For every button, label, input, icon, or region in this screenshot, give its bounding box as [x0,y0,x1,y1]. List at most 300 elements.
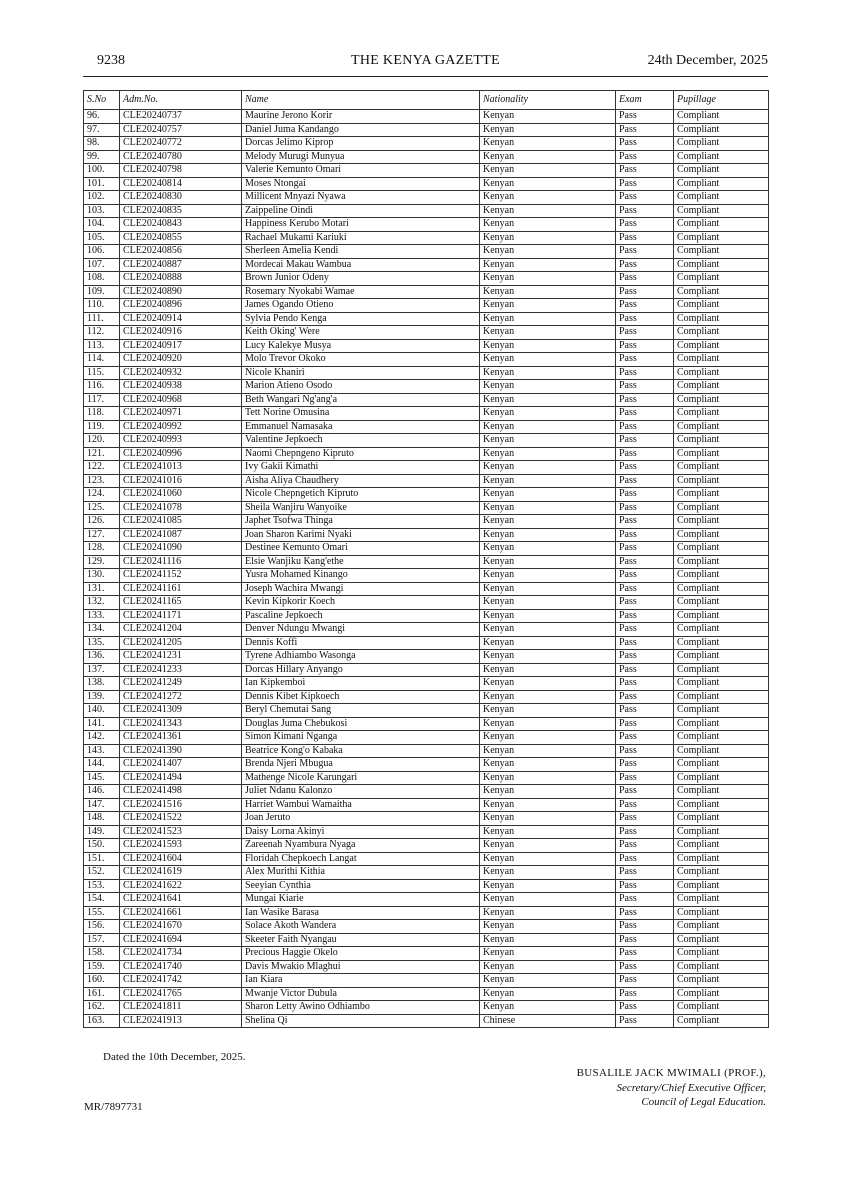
cell-pupillage: Compliant [674,744,769,758]
cell-pupillage: Compliant [674,299,769,313]
cell-pupillage: Compliant [674,920,769,934]
cell-name: Maurine Jerono Korir [242,110,480,124]
table-row [84,731,769,745]
cell-exam: Pass [616,812,674,826]
cell-adm-no: CLE20240798 [120,164,242,178]
cell-sno: 97. [84,123,120,137]
cell-pupillage: Compliant [674,731,769,745]
cell-pupillage: Compliant [674,420,769,434]
notice-reference: MR/7897731 [84,1101,143,1113]
cell-pupillage: Compliant [674,636,769,650]
table-row [84,717,769,731]
cell-sno: 145. [84,771,120,785]
cell-pupillage: Compliant [674,137,769,151]
cell-sno: 129. [84,555,120,569]
table-row [84,893,769,907]
cell-nationality: Kenyan [480,1001,616,1015]
cell-name: Tett Norine Omusina [242,407,480,421]
cell-name: Joan Sharon Karimi Nyaki [242,528,480,542]
cell-pupillage: Compliant [674,704,769,718]
cell-pupillage: Compliant [674,353,769,367]
table-row [84,879,769,893]
column-header-exam: Exam [616,91,674,110]
cell-sno: 100. [84,164,120,178]
cell-pupillage: Compliant [674,947,769,961]
cell-pupillage: Compliant [674,515,769,529]
cell-name: Millicent Mnyazi Nyawa [242,191,480,205]
cell-sno: 132. [84,596,120,610]
table-row [84,420,769,434]
cell-adm-no: CLE20241641 [120,893,242,907]
table-row [84,110,769,124]
cell-pupillage: Compliant [674,110,769,124]
cell-exam: Pass [616,582,674,596]
table-row [84,933,769,947]
table-row [84,258,769,272]
cell-name: Melody Murugi Munyua [242,150,480,164]
table-row [84,231,769,245]
cell-sno: 99. [84,150,120,164]
cell-nationality: Kenyan [480,218,616,232]
cell-pupillage: Compliant [674,393,769,407]
table-header-row [84,91,769,110]
table-row [84,1001,769,1015]
table-row [84,785,769,799]
cell-adm-no: CLE20240888 [120,272,242,286]
cell-exam: Pass [616,542,674,556]
cell-name: Happiness Kerubo Motari [242,218,480,232]
cell-sno: 108. [84,272,120,286]
cell-nationality: Kenyan [480,569,616,583]
table-row [84,461,769,475]
cell-exam: Pass [616,393,674,407]
cell-nationality: Kenyan [480,677,616,691]
cell-pupillage: Compliant [674,785,769,799]
cell-sno: 159. [84,960,120,974]
cell-adm-no: CLE20241087 [120,528,242,542]
cell-nationality: Kenyan [480,501,616,515]
cell-sno: 161. [84,987,120,1001]
cell-name: Sharon Letty Awino Odhiambo [242,1001,480,1015]
cell-adm-no: CLE20241522 [120,812,242,826]
cell-nationality: Kenyan [480,623,616,637]
cell-name: Keith Oking' Were [242,326,480,340]
cell-pupillage: Compliant [674,798,769,812]
cell-pupillage: Compliant [674,650,769,664]
cell-sno: 125. [84,501,120,515]
cell-nationality: Kenyan [480,717,616,731]
cell-adm-no: CLE20240971 [120,407,242,421]
cell-pupillage: Compliant [674,933,769,947]
cell-nationality: Kenyan [480,987,616,1001]
cell-name: Valentine Jepkoech [242,434,480,448]
cell-adm-no: CLE20240968 [120,393,242,407]
cell-sno: 120. [84,434,120,448]
cell-sno: 153. [84,879,120,893]
cell-adm-no: CLE20241765 [120,987,242,1001]
cell-exam: Pass [616,110,674,124]
table-row [84,299,769,313]
cell-sno: 157. [84,933,120,947]
cell-sno: 102. [84,191,120,205]
cell-exam: Pass [616,866,674,880]
cell-pupillage: Compliant [674,812,769,826]
cell-sno: 114. [84,353,120,367]
cell-adm-no: CLE20241161 [120,582,242,596]
cell-name: Skeeter Faith Nyangau [242,933,480,947]
cell-adm-no: CLE20241016 [120,474,242,488]
cell-exam: Pass [616,569,674,583]
cell-adm-no: CLE20241811 [120,1001,242,1015]
signatory-name: BUSALILE JACK MWIMALI (PROF.), [576,1067,766,1079]
cell-nationality: Kenyan [480,636,616,650]
cell-name: Joan Jeruto [242,812,480,826]
cell-nationality: Kenyan [480,515,616,529]
cell-exam: Pass [616,245,674,259]
table-row [84,650,769,664]
cell-pupillage: Compliant [674,339,769,353]
cell-adm-no: CLE20241523 [120,825,242,839]
cell-adm-no: CLE20241090 [120,542,242,556]
cell-adm-no: CLE20241078 [120,501,242,515]
cell-adm-no: CLE20241343 [120,717,242,731]
cell-adm-no: CLE20241604 [120,852,242,866]
cell-nationality: Kenyan [480,164,616,178]
cell-nationality: Kenyan [480,960,616,974]
cell-sno: 111. [84,312,120,326]
cell-name: Mathenge Nicole Karungari [242,771,480,785]
cell-adm-no: CLE20240920 [120,353,242,367]
cell-exam: Pass [616,771,674,785]
cell-exam: Pass [616,218,674,232]
cell-adm-no: CLE20240843 [120,218,242,232]
cell-nationality: Kenyan [480,488,616,502]
cell-pupillage: Compliant [674,312,769,326]
cell-pupillage: Compliant [674,380,769,394]
cell-adm-no: CLE20241085 [120,515,242,529]
cell-nationality: Kenyan [480,299,616,313]
cell-exam: Pass [616,852,674,866]
cell-sno: 160. [84,974,120,988]
table-row [84,663,769,677]
table-row [84,285,769,299]
cell-exam: Pass [616,947,674,961]
cell-nationality: Kenyan [480,366,616,380]
cell-name: Solace Akoth Wandera [242,920,480,934]
cell-nationality: Kenyan [480,353,616,367]
page-number: 9238 [97,53,125,68]
table-row [84,393,769,407]
cell-adm-no: CLE20240938 [120,380,242,394]
cell-sno: 137. [84,663,120,677]
cell-exam: Pass [616,285,674,299]
cell-adm-no: CLE20241407 [120,758,242,772]
cell-nationality: Kenyan [480,906,616,920]
cell-pupillage: Compliant [674,191,769,205]
cell-name: Moses Ntongai [242,177,480,191]
table-row [84,353,769,367]
cell-exam: Pass [616,420,674,434]
cell-pupillage: Compliant [674,677,769,691]
table-row [84,164,769,178]
cell-nationality: Kenyan [480,177,616,191]
cell-nationality: Kenyan [480,785,616,799]
cell-nationality: Kenyan [480,893,616,907]
cell-adm-no: CLE20240780 [120,150,242,164]
cell-pupillage: Compliant [674,528,769,542]
cell-sno: 127. [84,528,120,542]
cell-nationality: Kenyan [480,434,616,448]
column-header-adm-no: Adm.No. [120,91,242,110]
cell-nationality: Kenyan [480,933,616,947]
cell-exam: Pass [616,987,674,1001]
table-row [84,812,769,826]
table-row [84,474,769,488]
cell-exam: Pass [616,177,674,191]
table-row [84,488,769,502]
cell-nationality: Kenyan [480,123,616,137]
table-row [84,150,769,164]
cell-nationality: Kenyan [480,650,616,664]
cell-pupillage: Compliant [674,839,769,853]
table-row [84,123,769,137]
cell-pupillage: Compliant [674,488,769,502]
table-row [84,798,769,812]
cell-exam: Pass [616,623,674,637]
cell-exam: Pass [616,555,674,569]
table-row [84,434,769,448]
cell-pupillage: Compliant [674,447,769,461]
cell-nationality: Kenyan [480,407,616,421]
cell-adm-no: CLE20241694 [120,933,242,947]
cell-adm-no: CLE20240896 [120,299,242,313]
cell-exam: Pass [616,717,674,731]
cell-pupillage: Compliant [674,771,769,785]
cell-pupillage: Compliant [674,272,769,286]
cell-pupillage: Compliant [674,879,769,893]
cell-name: Naomi Chepngeno Kipruto [242,447,480,461]
cell-pupillage: Compliant [674,663,769,677]
table-row [84,582,769,596]
cell-exam: Pass [616,204,674,218]
cell-sno: 155. [84,906,120,920]
cell-pupillage: Compliant [674,366,769,380]
cell-adm-no: CLE20241013 [120,461,242,475]
cell-exam: Pass [616,137,674,151]
cell-exam: Pass [616,974,674,988]
cell-nationality: Kenyan [480,191,616,205]
cell-nationality: Kenyan [480,245,616,259]
cell-name: Aisha Aliya Chaudhery [242,474,480,488]
cell-adm-no: CLE20240914 [120,312,242,326]
cell-nationality: Kenyan [480,150,616,164]
cell-sno: 110. [84,299,120,313]
cell-pupillage: Compliant [674,906,769,920]
cell-exam: Pass [616,366,674,380]
cell-sno: 156. [84,920,120,934]
table-row [84,690,769,704]
cell-adm-no: CLE20240835 [120,204,242,218]
cell-name: Nicole Khaniri [242,366,480,380]
cell-sno: 118. [84,407,120,421]
cell-pupillage: Compliant [674,461,769,475]
cell-pupillage: Compliant [674,164,769,178]
cell-exam: Pass [616,758,674,772]
cell-pupillage: Compliant [674,569,769,583]
cell-adm-no: CLE20241622 [120,879,242,893]
cell-exam: Pass [616,690,674,704]
cell-name: Floridah Chepkoech Langat [242,852,480,866]
cell-exam: Pass [616,677,674,691]
cell-nationality: Kenyan [480,663,616,677]
table-row [84,204,769,218]
cell-exam: Pass [616,353,674,367]
cell-sno: 122. [84,461,120,475]
cell-pupillage: Compliant [674,852,769,866]
cell-name: Ian Kiara [242,974,480,988]
cell-sno: 119. [84,420,120,434]
cell-name: Dorcas Jelimo Kiprop [242,137,480,151]
cell-exam: Pass [616,150,674,164]
header-rule [83,76,768,77]
table-row [84,852,769,866]
cell-adm-no: CLE20241661 [120,906,242,920]
cell-name: Nicole Chepngetich Kipruto [242,488,480,502]
cell-adm-no: CLE20241060 [120,488,242,502]
cell-name: Molo Trevor Okoko [242,353,480,367]
cell-sno: 146. [84,785,120,799]
cell-pupillage: Compliant [674,555,769,569]
table-row [84,744,769,758]
cell-sno: 138. [84,677,120,691]
cell-exam: Pass [616,609,674,623]
cell-pupillage: Compliant [674,974,769,988]
cell-adm-no: CLE20240887 [120,258,242,272]
cell-exam: Pass [616,299,674,313]
cell-adm-no: CLE20241233 [120,663,242,677]
cell-name: Dennis Kibet Kipkoech [242,690,480,704]
cell-name: Seeyian Cynthia [242,879,480,893]
cell-exam: Pass [616,461,674,475]
cell-sno: 143. [84,744,120,758]
cell-exam: Pass [616,798,674,812]
cell-name: Pascaline Jepkoech [242,609,480,623]
cell-name: Brenda Njeri Mbugua [242,758,480,772]
cell-pupillage: Compliant [674,326,769,340]
cell-name: Kevin Kipkorir Koech [242,596,480,610]
cell-sno: 126. [84,515,120,529]
cell-sno: 104. [84,218,120,232]
issue-date: 24th December, 2025 [647,53,768,68]
cell-exam: Pass [616,906,674,920]
cell-sno: 123. [84,474,120,488]
cell-name: Valerie Kemunto Omari [242,164,480,178]
cell-adm-no: CLE20240856 [120,245,242,259]
cell-name: Emmanuel Namasaka [242,420,480,434]
cell-adm-no: CLE20241740 [120,960,242,974]
cell-name: Tyrene Adhiambo Wasonga [242,650,480,664]
cell-sno: 135. [84,636,120,650]
cell-nationality: Kenyan [480,326,616,340]
cell-nationality: Kenyan [480,596,616,610]
cell-exam: Pass [616,1014,674,1028]
cell-name: Mwanje Victor Dubula [242,987,480,1001]
cell-exam: Pass [616,663,674,677]
table-row [84,636,769,650]
cell-pupillage: Compliant [674,258,769,272]
table-row [84,326,769,340]
cell-exam: Pass [616,231,674,245]
table-row [84,191,769,205]
cell-adm-no: CLE20241205 [120,636,242,650]
column-header-name: Name [242,91,480,110]
cell-name: Dorcas Hillary Anyango [242,663,480,677]
cell-adm-no: CLE20241913 [120,1014,242,1028]
cell-nationality: Kenyan [480,690,616,704]
cell-name: Davis Mwakio Mlaghui [242,960,480,974]
cell-name: Mungai Kiarie [242,893,480,907]
cell-name: Sherleen Amelia Kendi [242,245,480,259]
cell-exam: Pass [616,785,674,799]
cell-nationality: Kenyan [480,380,616,394]
cell-sno: 112. [84,326,120,340]
cell-adm-no: CLE20240993 [120,434,242,448]
cell-sno: 151. [84,852,120,866]
cell-adm-no: CLE20241742 [120,974,242,988]
cell-name: James Ogando Otieno [242,299,480,313]
cell-name: Brown Junior Odeny [242,272,480,286]
cell-name: Joseph Wachira Mwangi [242,582,480,596]
cell-name: Sylvia Pendo Kenga [242,312,480,326]
cell-name: Elsie Wanjiku Kang'ethe [242,555,480,569]
table-row [84,407,769,421]
cell-nationality: Kenyan [480,339,616,353]
table-row [84,704,769,718]
cell-pupillage: Compliant [674,177,769,191]
cell-exam: Pass [616,407,674,421]
cell-pupillage: Compliant [674,866,769,880]
table-row [84,596,769,610]
table-row [84,839,769,853]
table-row [84,339,769,353]
table-row [84,771,769,785]
cell-name: Ian Kipkemboi [242,677,480,691]
cell-adm-no: CLE20240772 [120,137,242,151]
cell-exam: Pass [616,272,674,286]
table-row [84,366,769,380]
cell-exam: Pass [616,474,674,488]
cell-exam: Pass [616,339,674,353]
cell-exam: Pass [616,191,674,205]
table-row [84,555,769,569]
cell-nationality: Kenyan [480,461,616,475]
cell-pupillage: Compliant [674,123,769,137]
cell-name: Precious Haggie Okelo [242,947,480,961]
cell-name: Ian Wasike Barasa [242,906,480,920]
cell-pupillage: Compliant [674,285,769,299]
cell-pupillage: Compliant [674,434,769,448]
cell-sno: 109. [84,285,120,299]
cell-name: Simon Kimani Nganga [242,731,480,745]
cell-adm-no: CLE20241204 [120,623,242,637]
cell-pupillage: Compliant [674,542,769,556]
cell-pupillage: Compliant [674,407,769,421]
cell-nationality: Kenyan [480,731,616,745]
cell-name: Zareenah Nyambura Nyaga [242,839,480,853]
cell-nationality: Kenyan [480,204,616,218]
dated-line: Dated the 10th December, 2025. [103,1051,246,1063]
cell-sno: 106. [84,245,120,259]
